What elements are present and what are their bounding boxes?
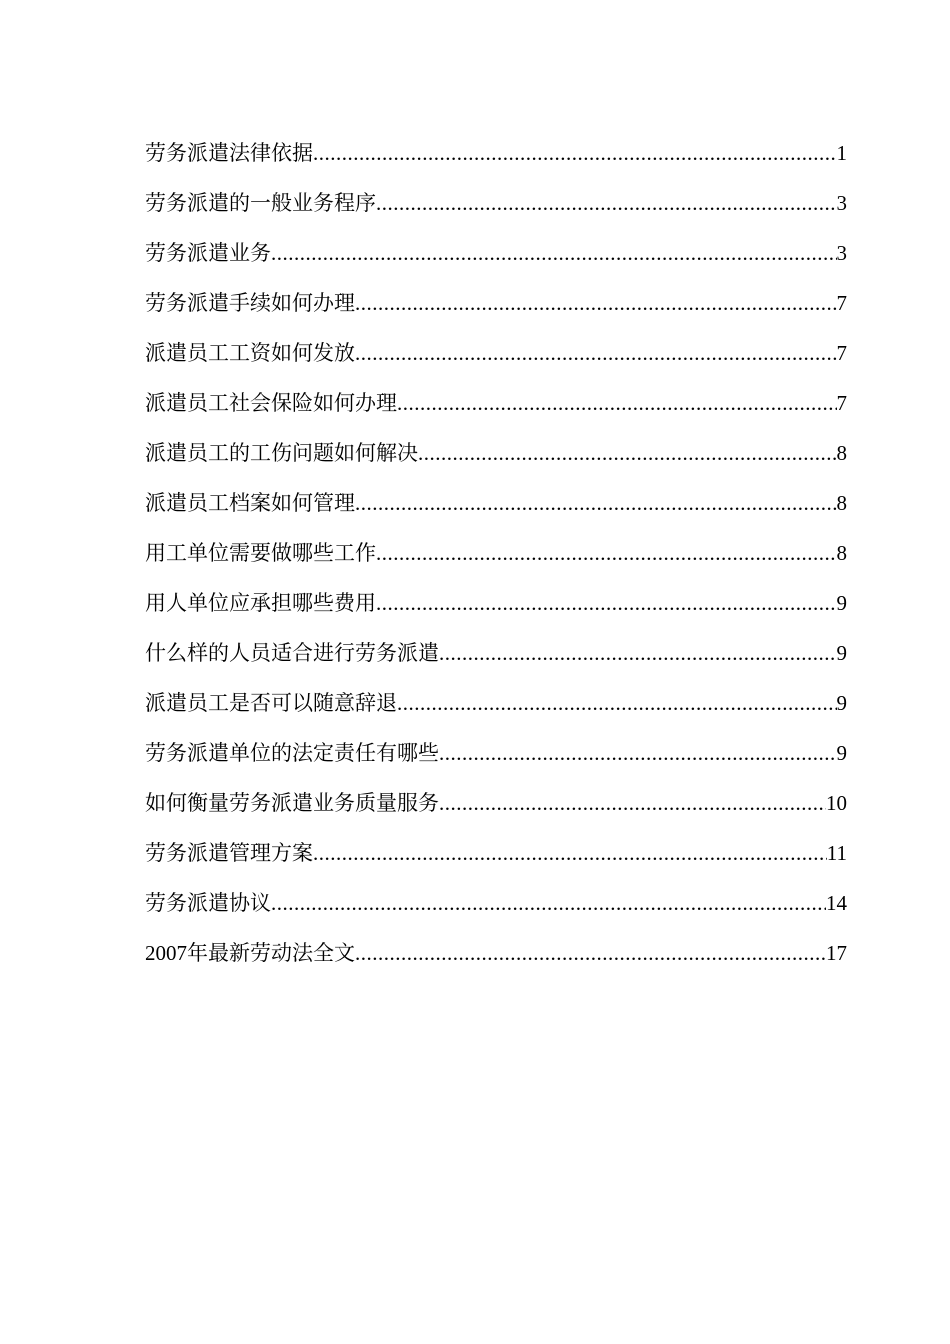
toc-entry-title: 劳务派遣协议: [145, 891, 271, 915]
toc-dot-leader: [376, 578, 837, 628]
toc-entry[interactable]: [145, 728, 847, 778]
toc-entry[interactable]: [145, 278, 847, 328]
toc-entry-title: 劳务派遣单位的法定责任有哪些: [145, 741, 439, 765]
toc-dot-leader: [355, 478, 837, 528]
toc-entry-page: 3: [836, 241, 847, 265]
toc-entry-page: 9: [836, 691, 847, 715]
toc-entry[interactable]: [145, 778, 847, 828]
toc-entry-page: 7: [836, 391, 847, 415]
toc-dot-leader: [376, 528, 837, 578]
toc-entry-title: 劳务派遣手续如何办理: [145, 291, 355, 315]
toc-entry-title: 如何衡量劳务派遣业务质量服务: [145, 791, 439, 815]
toc-dot-leader: [397, 678, 837, 728]
toc-dot-leader: [355, 928, 826, 978]
toc-entry-page: 7: [836, 341, 847, 365]
toc-entry[interactable]: [145, 428, 847, 478]
toc-entry[interactable]: [145, 678, 847, 728]
toc-entry-title: 劳务派遣管理方案: [145, 841, 313, 865]
toc-entry-page: 8: [836, 541, 847, 565]
toc-entry-page: 10: [826, 791, 847, 815]
toc-entry[interactable]: [145, 628, 847, 678]
toc-entry-title: 派遣员工社会保险如何办理: [145, 391, 397, 415]
toc-entry-page: 9: [836, 591, 847, 615]
toc-entry-title: 2007年最新劳动法全文: [145, 941, 355, 965]
toc-entry[interactable]: [145, 578, 847, 628]
toc-entry-title: 用工单位需要做哪些工作: [145, 541, 376, 565]
toc-dot-leader: [271, 228, 837, 278]
toc-dot-leader: [376, 178, 837, 228]
toc-entry[interactable]: [145, 328, 847, 378]
toc-entry[interactable]: [145, 228, 847, 278]
toc-entry-title: 派遣员工档案如何管理: [145, 491, 355, 515]
toc-dot-leader: [271, 878, 826, 928]
toc-entry-page: 11: [826, 841, 847, 865]
toc-entry-page: 3: [836, 191, 847, 215]
toc-dot-leader: [439, 728, 837, 778]
toc-dot-leader: [418, 428, 837, 478]
toc-entry[interactable]: [145, 128, 847, 178]
toc-entry-page: 14: [826, 891, 847, 915]
toc-entry-page: 8: [836, 491, 847, 515]
toc-dot-leader: [439, 778, 826, 828]
toc-dot-leader: [313, 128, 837, 178]
toc-entry-page: 9: [836, 741, 847, 765]
toc-entry-title: 用人单位应承担哪些费用: [145, 591, 376, 615]
toc-entry[interactable]: [145, 178, 847, 228]
toc-entry-title: 派遣员工是否可以随意辞退: [145, 691, 397, 715]
toc-entry-title: 派遣员工工资如何发放: [145, 341, 355, 365]
toc-entry[interactable]: [145, 478, 847, 528]
toc-dot-leader: [439, 628, 837, 678]
toc-entry-title: 劳务派遣的一般业务程序: [145, 191, 376, 215]
toc-entry[interactable]: [145, 878, 847, 928]
toc-entry[interactable]: [145, 378, 847, 428]
toc-entry-page: 17: [826, 941, 847, 965]
toc-dot-leader: [313, 828, 827, 878]
toc-dot-leader: [355, 328, 837, 378]
toc-entry-page: 1: [836, 141, 847, 165]
table-of-contents: [145, 128, 847, 978]
toc-entry-page: 8: [836, 441, 847, 465]
toc-entry-page: 9: [836, 641, 847, 665]
toc-entry[interactable]: [145, 528, 847, 578]
toc-entry[interactable]: [145, 928, 847, 978]
toc-entry[interactable]: [145, 828, 847, 878]
toc-entry-page: 7: [836, 291, 847, 315]
toc-entry-title: 劳务派遣业务: [145, 241, 271, 265]
toc-dot-leader: [397, 378, 837, 428]
toc-entry-title: 什么样的人员适合进行劳务派遣: [145, 641, 439, 665]
toc-entry-title: 劳务派遣法律依据: [145, 141, 313, 165]
toc-entry-title: 派遣员工的工伤问题如何解决: [145, 441, 418, 465]
toc-dot-leader: [355, 278, 837, 328]
